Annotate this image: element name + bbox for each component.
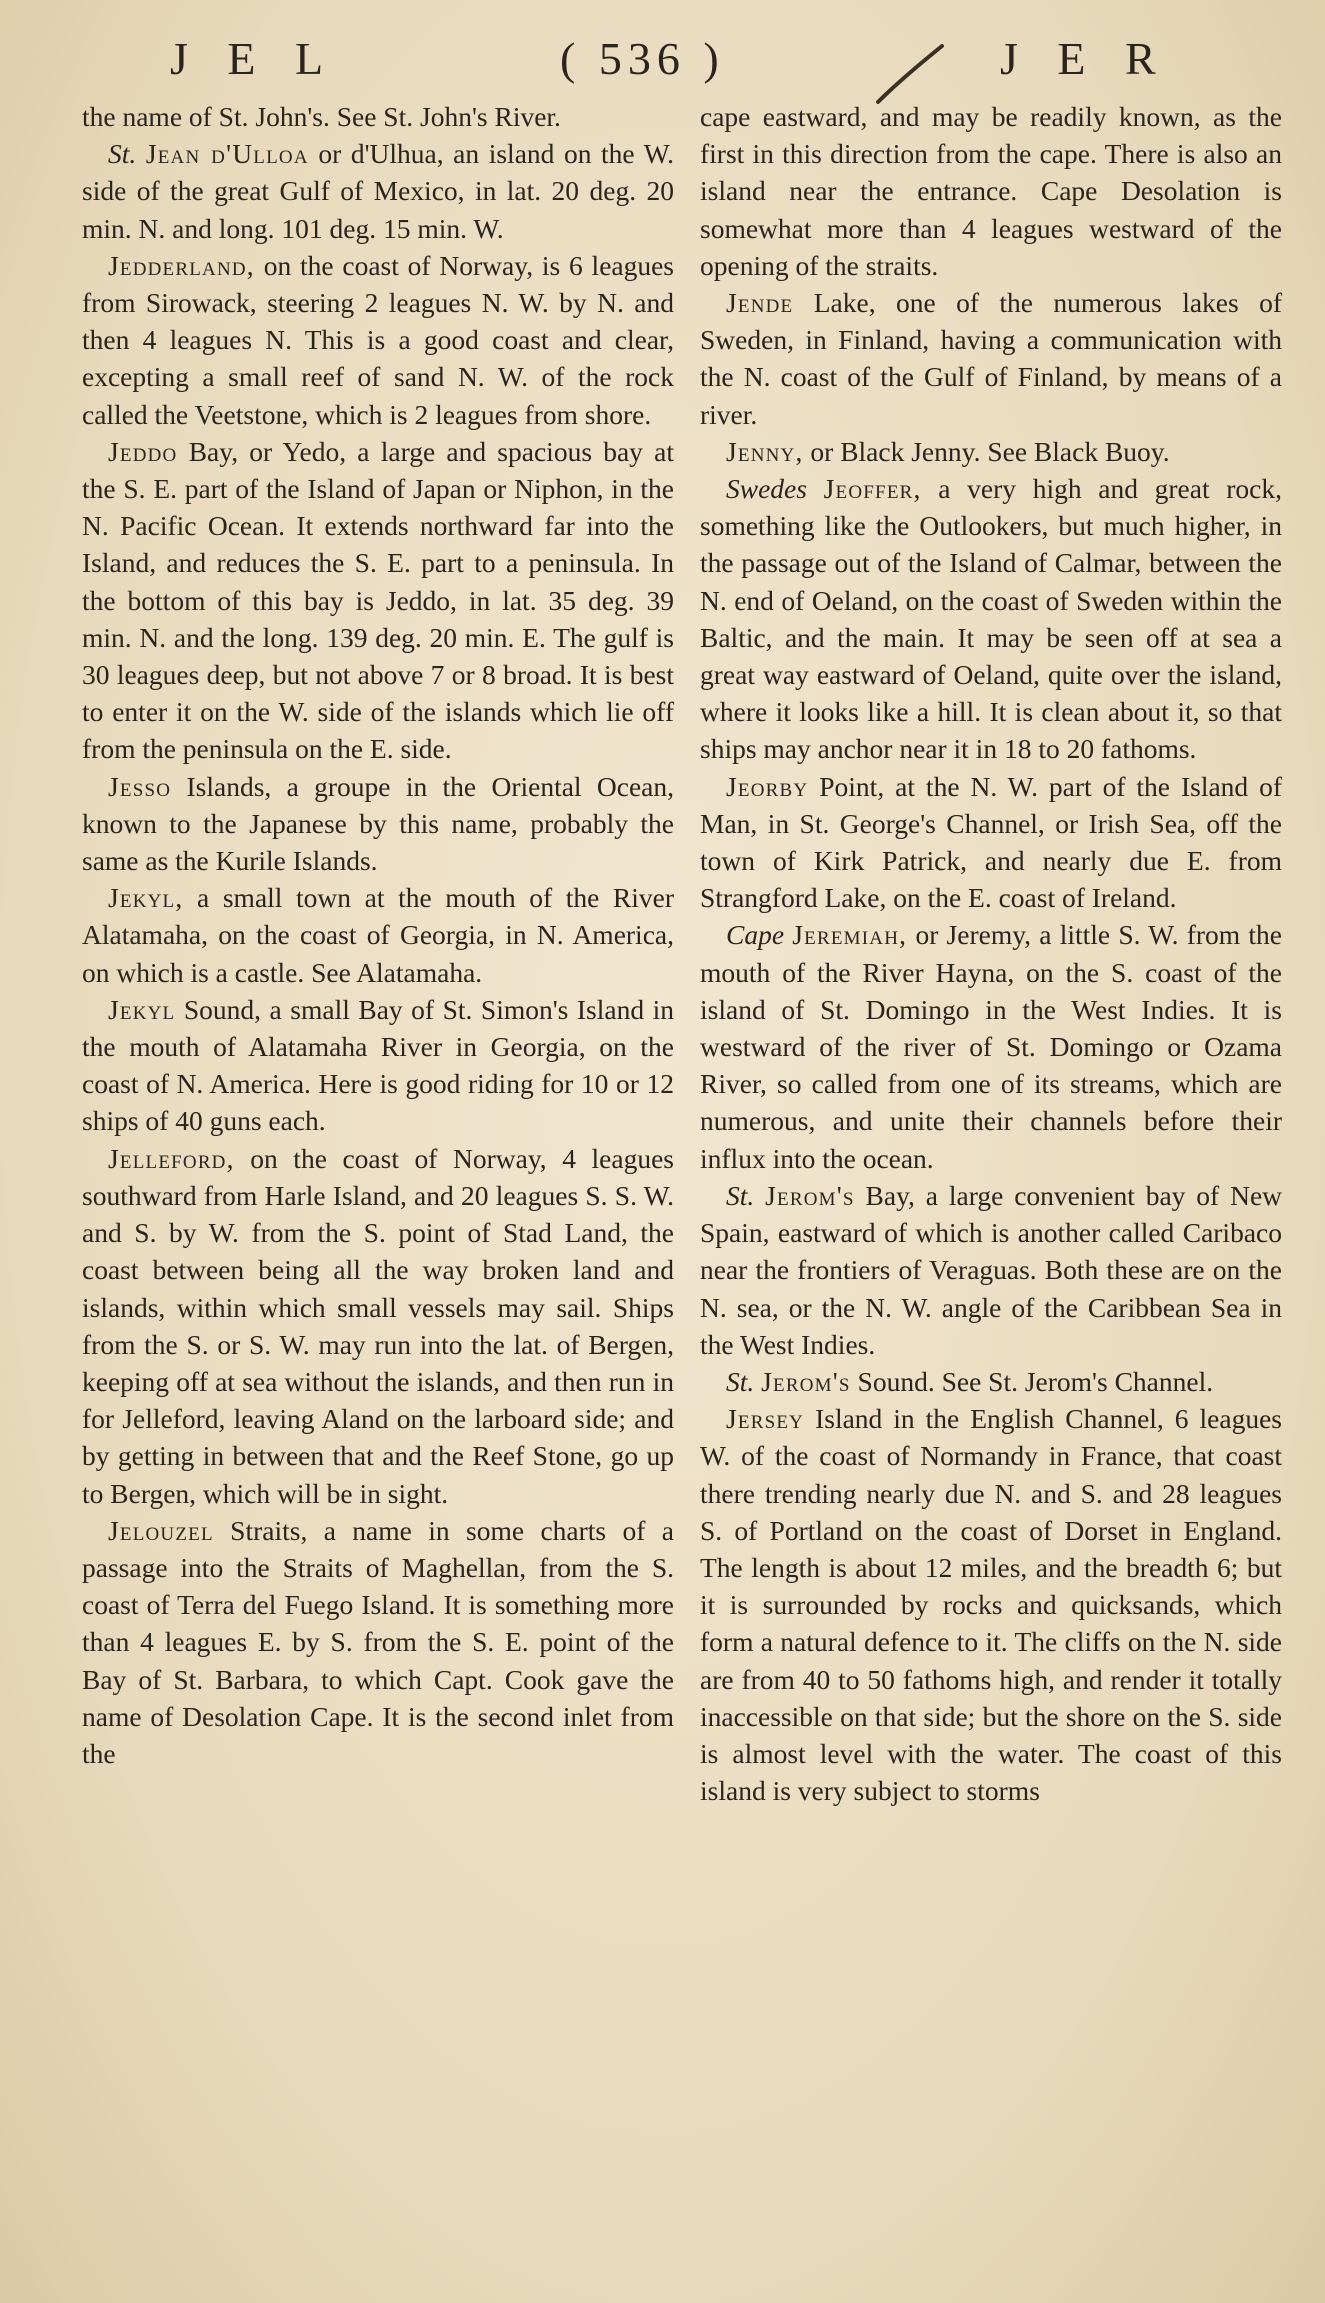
entry-headword: Jeoffer, — [823, 473, 922, 505]
entry-headword: Jenny, — [726, 435, 804, 467]
entry-text: a very high and great rock, something like the Outlookers, but much higher, in the passage out of the Island of Calmar, between the N. end of Oeland, on the coast of Sweden within the Baltic, and the main. It may be seen off at sea a great way eastward of Oeland, quite over the island, where it looks like a hill. It is clean about it, so that ships may anchor near it in 18 to 20 fathoms. — [700, 473, 1283, 765]
right-column — [700, 98, 1282, 1809]
gazetteer-entry — [82, 879, 674, 991]
entry-prefix: Cape — [726, 919, 785, 951]
gazetteer-entry — [700, 916, 1282, 1176]
gazetteer-entry — [82, 991, 674, 1140]
entry-text: Bay, or Yedo, a large and spacious bay at the S. E. part of the Island of Japan or Niphon, in the N. Pacific Ocean. It extends northward far into the Island, and reduces the S. E. part to a peninsula. In the bottom of this bay is Jeddo, in lat. 35 deg. 39 min. N. and the long. 139 deg. 20 min. E. The gulf is 30 leagues deep, but not above 7 or 8 broad. It is best to enter it on the W. side of the islands which lie off from the peninsula on the E. side. — [82, 435, 674, 765]
entry-prefix: Swedes — [726, 473, 807, 505]
gazetteer-entry — [82, 768, 674, 880]
entry-text: on the coast of Norway, 4 leagues southward from Harle Island, and 20 leagues S. S. W. and S. by W. from the S. point of Stad Land, the coast between being all the way broken land and islands, within which small vessels may sail. Ships from the S. or S. W. may run into the lat. of Bergen, keeping off at sea without the islands, and then run in for Jelleford, leaving Aland on the larboard side; and by getting in between that and the Reef Stone, go up to Bergen, which will be in sight. — [82, 1142, 675, 1509]
left-column — [82, 98, 674, 1772]
entry-prefix: St. — [108, 138, 137, 170]
gazetteer-entry — [82, 433, 674, 768]
entry-text: a small town at the mouth of the River Alatamaha, on the coast of Georgia, in N. America, on which is a castle. See Alatamaha. — [82, 882, 675, 988]
entry-headword: Jelleford, — [108, 1142, 235, 1174]
gazetteer-entry — [700, 433, 1282, 470]
gazetteer-entry — [700, 1400, 1282, 1809]
entry-headword: Jeddo — [108, 435, 178, 467]
gazetteer-entry — [82, 135, 674, 247]
page-number: ( 536 ) — [560, 33, 725, 84]
entry-headword: Jedderland, — [108, 249, 255, 281]
entry-text: Point, at the N. W. part of the Island of Man, in St. George's Channel, or Irish Sea, off the town of Kirk Patrick, and nearly due E. from Strangford Lake, on the E. coast of Ireland. — [700, 770, 1283, 914]
entry-headword: Jerom's — [761, 1365, 851, 1397]
entry-prefix: St. — [726, 1179, 755, 1211]
gazetteer-entry — [700, 1363, 1282, 1400]
gazetteer-entry — [82, 247, 674, 433]
gazetteer-entry — [700, 1177, 1282, 1363]
entry-text: Sound, a small Bay of St. Simon's Island in the mouth of Alatamaha River in Georgia, on the coast of N. America. Here is good riding for 10 or 12 ships of 40 guns each. — [82, 993, 674, 1137]
gazetteer-entry — [82, 1512, 674, 1772]
entry-text: cape eastward, and may be readily known, as the first in this direction from the cape. There is also an island near the entrance. Cape Desolation is somewhat more than 4 leagues westward of the opening of the straits. — [700, 101, 1282, 281]
entry-headword: Jende — [726, 287, 794, 319]
gazetteer-entry — [82, 98, 674, 135]
entry-text: or Jeremy, a little S. W. from the mouth of the River Hayna, on the S. coast of the island of St. Domingo in the West Indies. It is westward of the river of St. Domingo or Ozama River, so called from one of its streams, which are numerous, and unite their channels before their influx into the ocean. — [700, 919, 1282, 1174]
entry-headword: Jelouzel — [108, 1514, 214, 1546]
entry-text: on the coast of Norway, is 6 leagues from Sirowack, steering 2 leagues N. W. by N. and then 4 leagues N. This is a good coast and clear, excepting a small reef of sand N. W. of the rock called the Veetstone, which is 2 leagues from shore. — [82, 249, 675, 430]
gazetteer-entry — [700, 98, 1282, 284]
entry-text: Island in the English Channel, 6 leagues W. of the coast of Normandy in France, that coast there trending nearly due N. and S. and 28 leagues S. of Portland on the coast of Dorset in England. The length is about 12 miles, and the breadth 6; but it is surrounded by rocks and quicksands, which form a natural defence to it. The cliffs on the N. side are from 40 to 50 fathoms high, and render it totally inaccessible on that side; but the shore on the S. side is almost level with the water. The coast of this island is very subject to storms — [700, 1403, 1283, 1807]
entry-headword: Jeremiah, — [792, 919, 908, 951]
entry-text: or Black Jenny. See Black Buoy. — [810, 435, 1170, 467]
entry-prefix: St. — [726, 1365, 755, 1397]
gazetteer-entry — [700, 470, 1282, 768]
entry-text: Sound. See St. Jerom's Channel. — [857, 1365, 1214, 1397]
entry-headword: Jekyl, — [108, 882, 184, 914]
entry-headword: Jerom's — [765, 1179, 855, 1211]
entry-text: Bay, a large convenient bay of New Spain, eastward of which is another called Caribaco near the frontiers of Veraguas. Both these are on the N. sea, or the N. W. angle of the Caribbean Sea in the West Indies. — [700, 1179, 1283, 1360]
gazetteer-entry — [700, 284, 1282, 433]
entry-headword: Jeorby — [726, 770, 809, 802]
entry-headword: Jekyl — [108, 993, 176, 1025]
header-left-guideword: J E L — [170, 33, 338, 84]
entry-text: or d'Ulhua, an island on the W. side of the great Gulf of Mexico, in lat. 20 deg. 20 min. N. and long. 101 deg. 15 min. W. — [82, 138, 675, 244]
entry-headword: Jesso — [108, 770, 172, 802]
entry-headword: Jean d'Ulloa — [145, 138, 309, 170]
entry-text: the name of St. John's. See St. John's River. — [82, 101, 561, 132]
entry-headword: Jersey — [726, 1403, 805, 1435]
entry-text: Islands, a groupe in the Oriental Ocean, known to the Japanese by this name, probably the same as the Kurile Islands. — [82, 770, 674, 877]
gazetteer-entry — [700, 768, 1282, 917]
entry-text: Lake, one of the numerous lakes of Sweden, in Finland, having a communication with the N. coast of the Gulf of Finland, by means of a river. — [700, 287, 1282, 430]
gazetteer-entry — [82, 1140, 674, 1512]
entry-text: Straits, a name in some charts of a passage into the Straits of Maghellan, from the S. coast of Terra del Fuego Island. It is something more than 4 leagues E. by S. from the S. E. point of the Bay of St. Barbara, to which Capt. Cook gave the name of Desolation Cape. It is the second inlet from the — [82, 1514, 674, 1769]
running-header — [60, 20, 1265, 100]
header-right-guideword: J E R — [1000, 33, 1170, 84]
